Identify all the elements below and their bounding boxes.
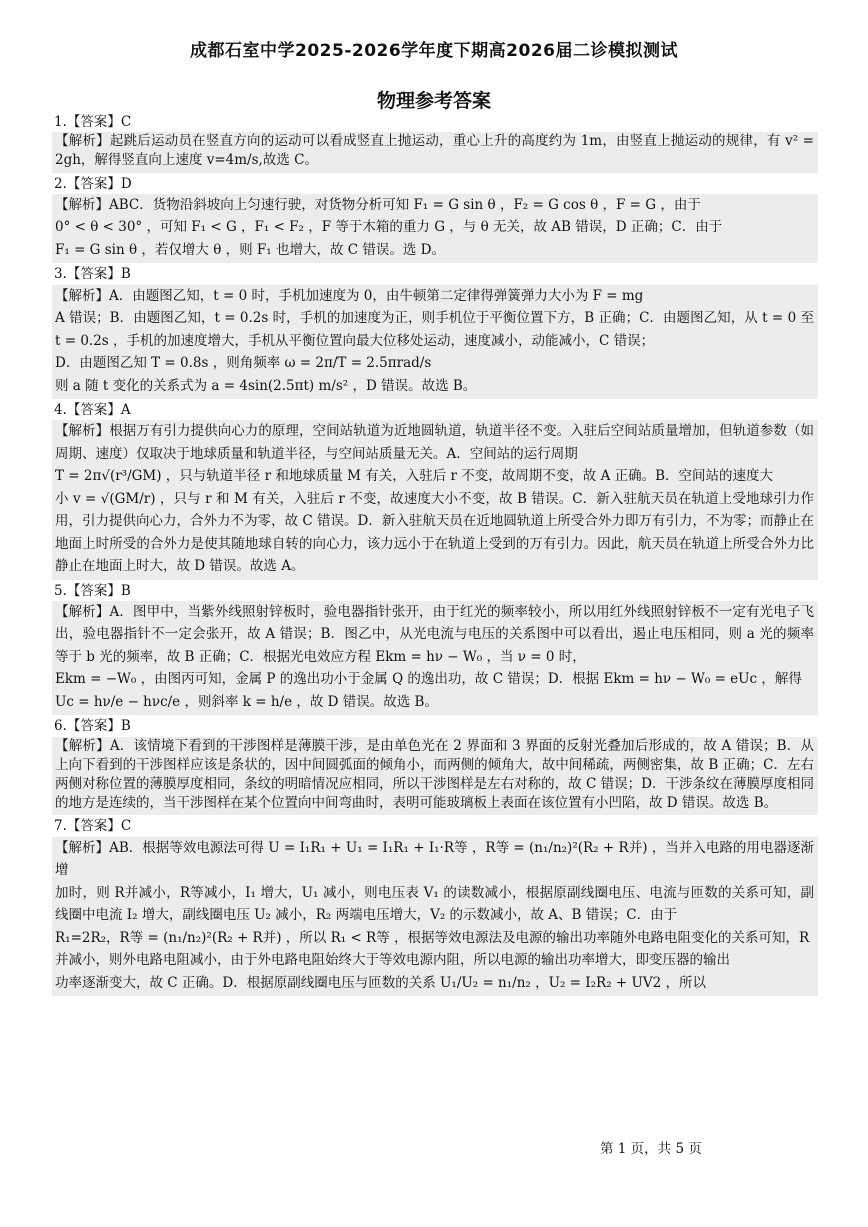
answer-line-q3: 3.【答案】B	[54, 266, 131, 283]
answer-line-q2: 2.【答案】D	[54, 175, 132, 192]
explanation-line: 则 a 随 t 变化的关系式为 a = 4sin(2.5πt) m/s² ，D 错误。故选 B。	[55, 377, 477, 394]
explanation-q5	[52, 601, 818, 716]
explanation-line: T = 2π√(r³/GM) ，只与轨道半径 r 和地球质量 M 有关，入驻后 r 不变，故周期不变，故 A 正确。B．空间站的速度大	[55, 468, 774, 485]
explanation-line: 0° < θ < 30° ，可知 F₁ < G ，F₁ < F₂ ，F 等于木箱的重力 G ，与 θ 无关，故 AB 错误，D 正确；C．由于	[55, 219, 723, 236]
explanation-line: F₁ = G sin θ ，若仅增大 θ ，则 F₁ 也增大，故 C 错误。选 D。	[55, 241, 445, 258]
explanation-line: 加时，则 R并减小，R等减小，I₁ 增大，U₁ 减小，则电压表 V₁ 的读数减小，根据原副线圈电压、电流与匝数的关系可知，副线圈中电流 I₂ 增大，副线圈电压 U₂ 减小，R₂ 两端电压增大，V₂ 的示数减小，故 A、B 错误；C．由于	[55, 884, 814, 924]
explanation-line: 【解析】A．该情境下看到的干涉图样是薄膜干涉，是由单色光在 2 界面和 3 界面的反射光叠加后形成的，故 A 错误；B．从上向下看到的干涉图样应该是条状的，因中间圆弧面的倾角小，而两侧的倾角大，故中间稀疏，两侧密集，故 B 正确；C．左右两侧对称位置的薄膜厚度相同，条纹的明暗情况应相同，所以干涉图样是左右对称的，故 C 错误；D．干涉条纹在薄膜厚度相同的地方是连续的，当干涉图样在某个位置向中间弯曲时，表明可能玻璃板上表面在该位置有小凹陷，故 D 错误。故选 B。	[55, 737, 814, 812]
explanation-line: 小 v = √(GM/r) ，只与 r 和 M 有关，入驻后 r 不变，故速度大小不变，故 B 错误。C．新入驻航天员在轨道上受地球引力作用，引力提供向心力，合外力不为零，故 C 错误。D．新入驻航天员在近地圆轨道上所受合外力即万有引力，不为零；而静止在地面上时所受的合外力是使其随地球自转的向心力，该力远小于在轨道上受到的万有引力。因此，航天员在轨道上所受合外力比静止在地面上时大，故 D 错误。故选 A。	[55, 490, 814, 575]
answer-line-q4: 4.【答案】A	[54, 402, 131, 419]
explanation-q6	[52, 737, 818, 816]
explanation-line: 【解析】起跳后运动员在竖直方向的运动可以看成竖直上抛运动，重心上升的高度约为 1m，由竖直上抛运动的规律，有 v² = 2gh，解得竖直向上速度 v=4m/s,故选 C。	[55, 133, 814, 169]
explanation-line: 并减小，则外电路电阻减小，由于外电路电阻始终大于等效电源内阻，所以电源的输出功率增大，即变压器的输出	[55, 952, 730, 969]
explanation-q3	[52, 285, 818, 400]
explanation-line: 【解析】AB．根据等效电源法可得 U = I₁R₁ + U₁ = I₁R₁ + I₁·R等 ，R等 = (n₁/n₂)²(R₂ + R并) ，当并入电路的用电器逐渐增	[55, 839, 814, 879]
exam-title: 成都石室中学2025-2026学年度下期高2026届二诊模拟测试	[190, 41, 678, 61]
explanation-line: 【解析】A．图甲中，当紫外线照射锌板时，验电器指针张开，由于红光的频率较小，所以用红外线照射锌板不一定有光电子飞出，验电器指针不一定会张开，故 A 错误；B．图乙中，从光电流与电压的关系图中可以看出，遏止电压相同，则 a 光的频率等于 b 光的频率，故 B 正确；C．根据光电效应方程 Ekm = hν − W₀ ，当 ν = 0 时，	[55, 603, 814, 665]
answer-line-q1: 1.【答案】C	[54, 114, 132, 130]
explanation-line: Ekm = −W₀ ，由图丙可知，金属 P 的逸出功小于金属 Q 的逸出功，故 C 错误；D．根据 Ekm = hν − W₀ = eUc ，解得	[55, 671, 802, 688]
explanation-q4	[52, 420, 818, 580]
explanation-q2	[52, 194, 818, 264]
page-number: 第 1 页，共 5 页	[600, 1141, 702, 1157]
explanation-line: A 错误；B．由题图乙知，t = 0.2s 时，手机的加速度为正，则手机位于平衡位置下方，B 正确；C．由题图乙知，从 t = 0 至 t = 0.2s ，手机的加速度增大，手机从平衡位置向最大位移处运动，速度减小，动能减小，C 错误；	[55, 310, 814, 349]
explanation-line: 【解析】根据万有引力提供向心力的原理，空间站轨道为近地圆轨道，轨道半径不变。入驻后空间站质量增加，但轨道参数（如周期、速度）仅取决于地球质量和轨道半径，与空间站质量无关。A．空间站的运行周期	[55, 423, 814, 462]
explanation-line: 功率逐渐变大，故 C 正确。D．根据原副线圈电压与匝数的关系 U₁/U₂ = n₁/n₂ ，U₂ = I₂R₂ + UV2 ，所以	[55, 974, 707, 991]
explanation-line: Uc = hν/e − hνc/e ，则斜率 k = h/e ，故 D 错误。故选 B。	[55, 693, 438, 710]
answer-line-q7: 7.【答案】C	[54, 818, 132, 835]
explanation-line: D．由题图乙知 T = 0.8s ，则角频率 ω = 2π/T = 2.5πrad/s	[55, 355, 432, 372]
answer-line-q5: 5.【答案】B	[54, 582, 131, 599]
explanation-q1	[52, 132, 818, 172]
explanation-line: R₁=2R₂，R等 = (n₁/n₂)²(R₂ + R并) ，所以 R₁ < R等 ，根据等效电源法及电源的输出功率随外电路电阻变化的关系可知，R	[55, 929, 810, 946]
answer-content	[52, 113, 818, 998]
answer-key-heading: 物理参考答案	[376, 90, 491, 112]
explanation-line: 【解析】A．由题图乙知，t = 0 时，手机加速度为 0，由牛顿第二定律得弹簧弹力大小为 F = mg	[55, 287, 644, 304]
explanation-line: 【解析】ABC．货物沿斜坡向上匀速行驶，对货物分析可知 F₁ = G sin θ ，F₂ = G cos θ ，F = G ，由于	[55, 196, 701, 213]
explanation-q7	[52, 837, 818, 997]
answer-line-q6: 6.【答案】B	[54, 718, 131, 735]
